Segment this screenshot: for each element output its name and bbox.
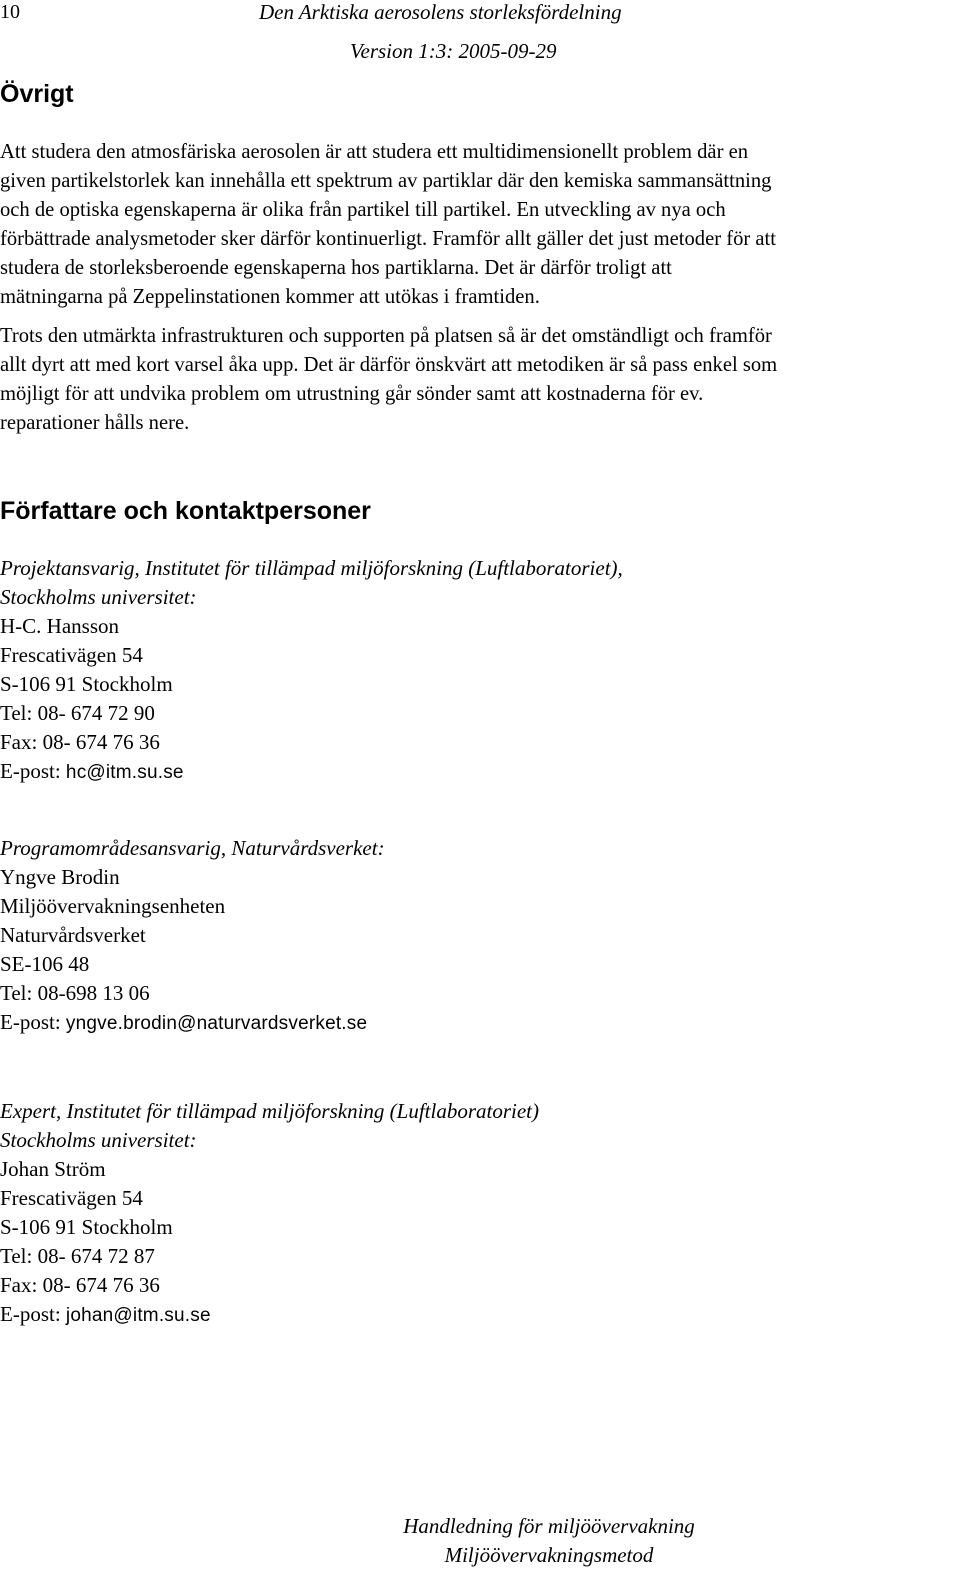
contact-name: Johan Ström xyxy=(0,1157,106,1181)
contact-address: S-106 91 Stockholm xyxy=(0,1215,173,1239)
contact-block-hansson xyxy=(0,554,623,787)
contact-address: Frescativägen 54 xyxy=(0,1186,143,1210)
text-line: Att studera den atmosfäriska aerosolen är att studera ett multidimensionellt problem där en xyxy=(0,141,749,163)
contact-address: S-106 91 Stockholm xyxy=(0,672,173,696)
contact-role: Programområdesansvarig, Naturvårdsverket: xyxy=(0,836,385,860)
footer-line-2: Miljöövervakningsmetod xyxy=(444,1543,654,1567)
paragraph-ovrigt-1 xyxy=(0,138,960,312)
contact-block-brodin xyxy=(0,834,385,1038)
contact-phone: Tel: 08-698 13 06 xyxy=(0,981,150,1005)
contact-name: Yngve Brodin xyxy=(0,865,120,889)
text-line: och de optiska egenskaperna är olika från partikel till partikel. En utveckling av nya och xyxy=(0,199,726,221)
email-address[interactable]: johan@itm.su.se xyxy=(65,1305,211,1326)
text-line: möjligt för att undvika problem om utrustning går sönder samt att kostnaderna för ev. xyxy=(0,383,704,405)
contact-role: Stockholms universitet: xyxy=(0,585,197,609)
contact-email-row xyxy=(0,1008,385,1038)
contact-role: Projektansvarig, Institutet för tillämpad miljöforskning (Luftlaboratoriet), xyxy=(0,556,623,580)
contact-role: Expert, Institutet för tillämpad miljöforskning (Luftlaboratoriet) xyxy=(0,1099,539,1123)
text-line: reparationer hålls nere. xyxy=(0,412,190,434)
contact-block-strom xyxy=(0,1097,539,1330)
email-label: E-post: xyxy=(0,1010,61,1034)
text-line: mätningarna på Zeppelinstationen kommer att utökas i framtiden. xyxy=(0,286,540,308)
page-number: 10 xyxy=(0,1,20,23)
footer-line-1: Handledning för miljöövervakning xyxy=(403,1514,695,1538)
heading-contacts: Författare och kontaktpersoner xyxy=(0,497,371,525)
contact-role: Stockholms universitet: xyxy=(0,1128,197,1152)
text-line: studera de storleksberoende egenskaperna hos partiklarna. Det är därför troligt att xyxy=(0,257,672,279)
heading-ovrigt: Övrigt xyxy=(0,80,74,108)
text-line: allt dyrt att med kort varsel åka upp. Det är därför önskvärt att metodiken är så pass enkel som xyxy=(0,354,778,376)
contact-phone: Tel: 08- 674 72 90 xyxy=(0,701,155,725)
text-line: given partikelstorlek kan innehålla ett spektrum av partiklar där den kemiska sammansättning xyxy=(0,170,772,192)
email-address[interactable]: yngve.brodin@naturvardsverket.se xyxy=(65,1013,368,1034)
email-address[interactable]: hc@itm.su.se xyxy=(65,762,184,783)
contact-address: Naturvårdsverket xyxy=(0,923,146,947)
contact-email-row xyxy=(0,757,623,787)
contact-fax: Fax: 08- 674 76 36 xyxy=(0,730,160,754)
email-label: E-post: xyxy=(0,1302,61,1326)
contact-fax: Fax: 08- 674 76 36 xyxy=(0,1273,160,1297)
running-header-version: Version 1:3: 2005-09-29 xyxy=(350,39,557,63)
paragraph-ovrigt-2 xyxy=(0,322,960,438)
contact-address: Miljöövervakningsenheten xyxy=(0,894,226,918)
email-label: E-post: xyxy=(0,759,61,783)
contact-email-row xyxy=(0,1300,539,1330)
contact-phone: Tel: 08- 674 72 87 xyxy=(0,1244,155,1268)
contact-address: SE-106 48 xyxy=(0,952,90,976)
contact-address: Frescativägen 54 xyxy=(0,643,143,667)
contact-name: H-C. Hansson xyxy=(0,614,119,638)
text-line: förbättrade analysmetoder sker därför kontinuerligt. Framför allt gäller det just metoder för att xyxy=(0,228,776,250)
text-line: Trots den utmärkta infrastrukturen och supporten på platsen så är det omständligt och framför xyxy=(0,325,772,347)
running-header-title: Den Arktiska aerosolens storleksfördelning xyxy=(259,0,622,24)
